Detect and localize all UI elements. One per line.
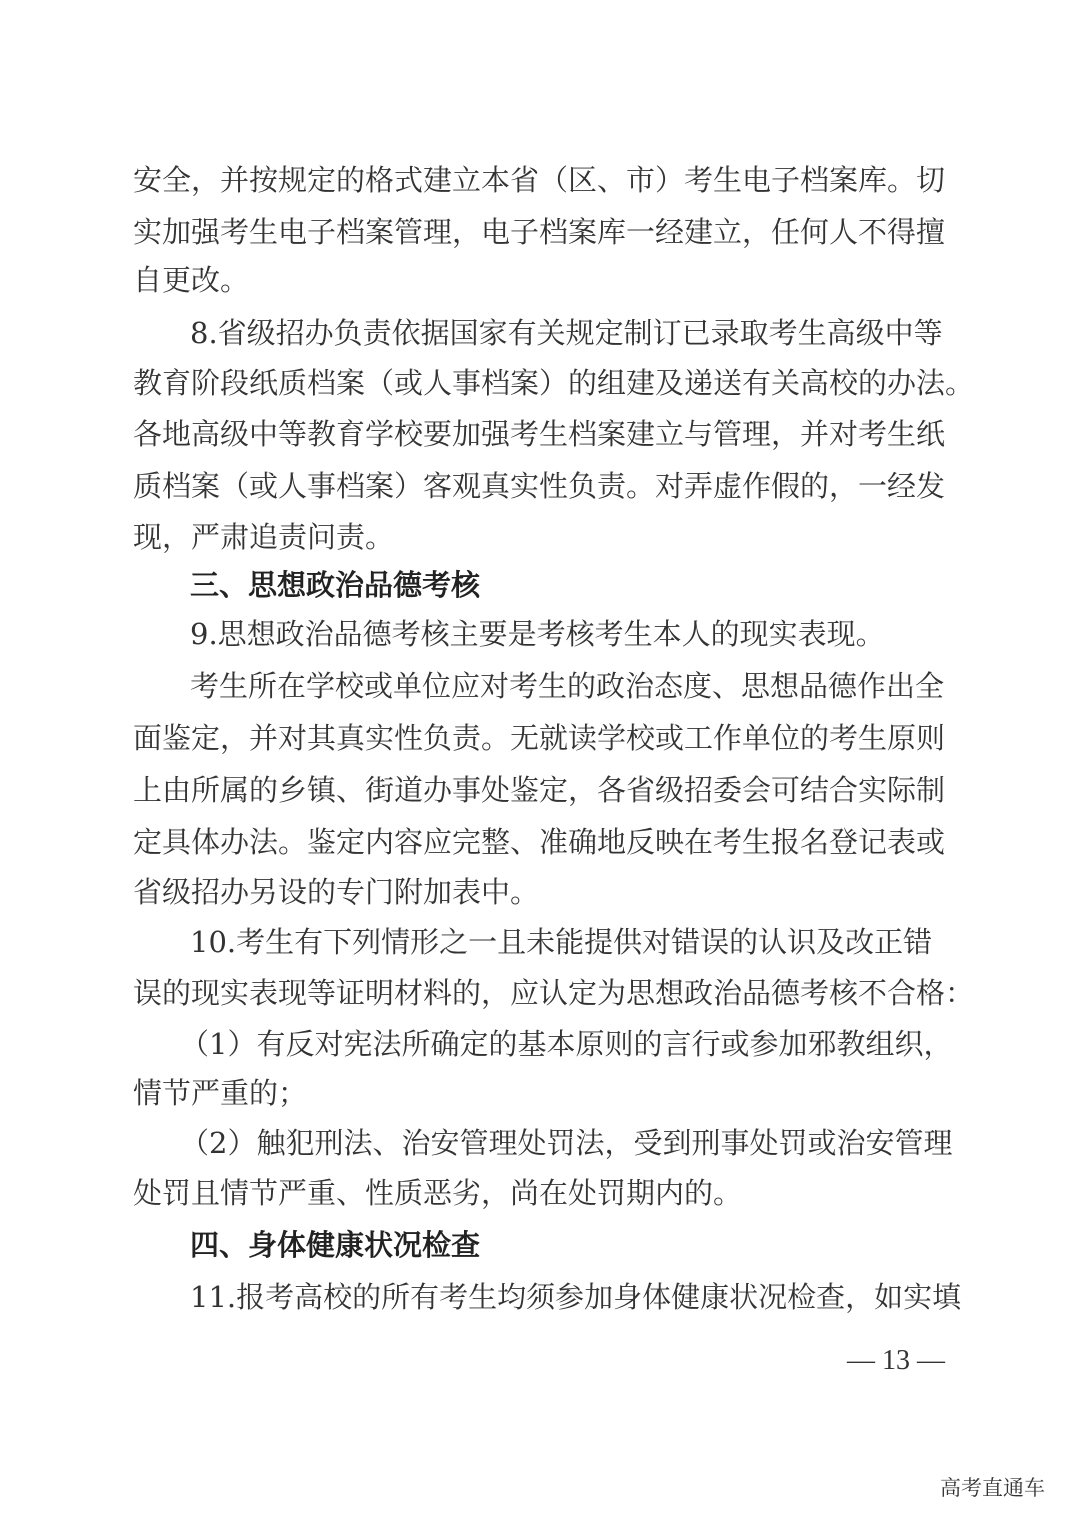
body-text-line: 11.报考高校的所有考生均须参加身体健康状况检查，如实填 (190, 1280, 962, 1314)
body-text-line: 上由所属的乡镇、街道办事处鉴定，各省级招委会可结合实际制 (133, 773, 946, 807)
section-heading: 四、身体健康状况检查 (190, 1228, 481, 1262)
body-text-line: 安全，并按规定的格式建立本省（区、市）考生电子档案库。切 (133, 163, 946, 197)
body-text-line: 面鉴定，并对其真实性负责。无就读学校或工作单位的考生原则 (133, 721, 946, 755)
body-text-line: 省级招办另设的专门附加表中。 (133, 875, 540, 909)
body-text-line: 各地高级中等教育学校要加强考生档案建立与管理，并对考生纸 (133, 417, 946, 451)
body-text-line: 实加强考生电子档案管理，电子档案库一经建立，任何人不得擅 (133, 215, 946, 249)
body-text-line: 教育阶段纸质档案（或人事档案）的组建及递送有关高校的办法。 (133, 366, 975, 400)
body-text-line: 8.省级招办负责依据国家有关规定制订已录取考生高级中等 (190, 316, 943, 350)
body-text-line: （2）触犯刑法、治安管理处罚法，受到刑事处罚或治安管理 (180, 1126, 953, 1160)
body-text-line: 自更改。 (133, 263, 250, 297)
body-text-line: 现，严肃追责问责。 (133, 520, 395, 554)
watermark: 高考直通车 (940, 1476, 1045, 1500)
page-number: — 13 — (847, 1345, 945, 1376)
body-text-line: 10.考生有下列情形之一且未能提供对错误的认识及改正错 (190, 925, 933, 959)
body-text-line: 情节严重的； (133, 1076, 308, 1110)
body-text-line: 质档案（或人事档案）客观真实性负责。对弄虚作假的，一经发 (133, 469, 946, 503)
body-text-line: 处罚且情节严重、性质恶劣，尚在处罚期内的。 (133, 1176, 743, 1210)
body-text-line: 考生所在学校或单位应对考生的政治态度、思想品德作出全 (190, 669, 945, 703)
body-text-line: 定具体办法。鉴定内容应完整、准确地反映在考生报名登记表或 (133, 825, 946, 859)
body-text-line: （1）有反对宪法所确定的基本原则的言行或参加邪教组织， (180, 1027, 953, 1061)
body-text-line: 误的现实表现等证明材料的，应认定为思想政治品德考核不合格： (133, 976, 975, 1010)
section-heading: 三、思想政治品德考核 (190, 568, 481, 602)
body-text-line: 9.思想政治品德考核主要是考核考生本人的现实表现。 (190, 617, 885, 651)
